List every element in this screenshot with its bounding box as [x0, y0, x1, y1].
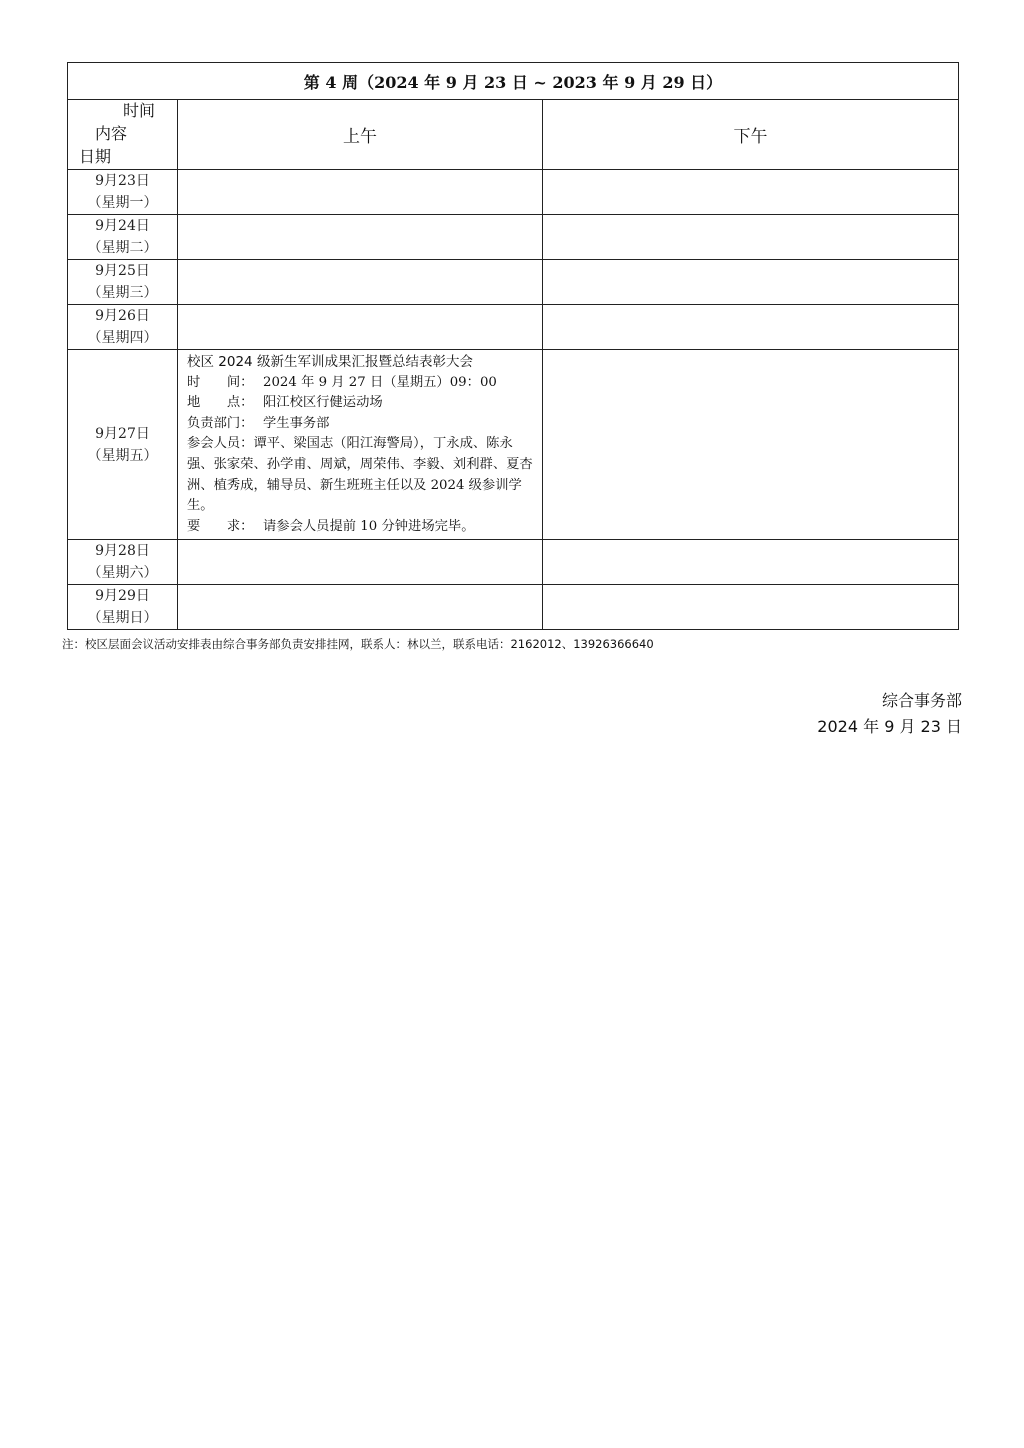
corner-label-date: 日期 [79, 147, 112, 166]
morning-header: 上午 [178, 100, 543, 170]
morning-cell [178, 585, 543, 630]
event-place-line [187, 393, 534, 414]
event-dept-line [187, 414, 534, 435]
morning-cell [178, 260, 543, 305]
afternoon-cell [543, 170, 959, 215]
event-attendees-value: 谭平、梁国志（阳江海警局），丁永成、陈永强、张家荣、孙学甫、周斌，周荣伟、李毅、刘利群、夏杏洲、植秀成，辅导员、新生班班主任以及 2024 级参训学生。 [187, 436, 533, 514]
event-req-line [187, 517, 534, 538]
date-cell [68, 260, 178, 305]
weekday-text: （星期三） [87, 285, 158, 301]
date-text: 9月24日 [95, 218, 150, 234]
table-row [68, 585, 959, 630]
date-cell [68, 305, 178, 350]
afternoon-cell [543, 540, 959, 585]
event-time-value: 2024 年 9 月 27 日（星期五）09：00 [263, 374, 497, 390]
event-title: 校区 2024 级新生军训成果汇报暨总结表彰大会 [187, 354, 473, 370]
event-req-value: 请参会人员提前 10 分钟进场完毕。 [263, 518, 475, 534]
header-row [68, 100, 959, 170]
footnote: 注：校区层面会议活动安排表由综合事务部负责安排挂网，联系人：林以兰，联系电话：2162012、13926366640 [62, 637, 654, 651]
date-text: 9月28日 [95, 543, 150, 560]
table-row [68, 170, 959, 215]
event-req-label: 要 求： [187, 518, 254, 534]
date-text: 9月25日 [95, 263, 150, 279]
title-row [68, 63, 959, 100]
afternoon-cell [543, 350, 959, 540]
signature-department: 综合事务部 [881, 691, 962, 710]
date-cell [68, 585, 178, 630]
date-cell [68, 170, 178, 215]
table-row [68, 260, 959, 305]
afternoon-cell [543, 585, 959, 630]
morning-cell [178, 170, 543, 215]
date-text: 9月29日 [95, 588, 150, 605]
table-row [68, 215, 959, 260]
afternoon-cell [543, 215, 959, 260]
table-row [68, 305, 959, 350]
table-row [68, 540, 959, 585]
morning-cell [178, 305, 543, 350]
weekday-text: （星期日） [87, 610, 158, 627]
corner-label-time: 时间 [123, 101, 156, 120]
signature-date: 2024 年 9 月 23 日 [817, 717, 962, 736]
date-cell [68, 350, 178, 540]
date-cell [68, 215, 178, 260]
weekday-text: （星期五） [87, 447, 158, 464]
morning-cell [178, 215, 543, 260]
date-text: 9月27日 [95, 425, 150, 442]
afternoon-header: 下午 [543, 100, 959, 170]
corner-label-content: 内容 [95, 124, 128, 143]
afternoon-cell [543, 260, 959, 305]
date-text: 9月26日 [95, 308, 150, 324]
event-place-value: 阳江校区行健运动场 [263, 395, 383, 411]
table-row [68, 350, 959, 540]
event-place-label: 地 点： [187, 395, 254, 411]
schedule-table [67, 62, 959, 630]
event-time-label: 时 间： [187, 374, 254, 390]
weekday-text: （星期二） [87, 240, 158, 256]
date-cell [68, 540, 178, 585]
afternoon-cell [543, 305, 959, 350]
event-cell [178, 350, 543, 540]
event-dept-value: 学生事务部 [263, 415, 330, 431]
weekday-text: （星期六） [87, 565, 158, 582]
week-title: 第 4 周（2024 年 9 月 23 日 ~ 2023 年 9 月 29 日） [68, 63, 959, 100]
event-attendees-line [187, 434, 534, 516]
date-text: 9月23日 [95, 173, 150, 189]
event-time-line [187, 373, 534, 394]
morning-cell [178, 540, 543, 585]
weekday-text: （星期四） [87, 330, 158, 346]
corner-header [68, 100, 178, 170]
event-dept-label: 负责部门： [187, 415, 254, 431]
event-attendees-label: 参会人员： [187, 436, 254, 452]
weekday-text: （星期一） [87, 195, 158, 211]
